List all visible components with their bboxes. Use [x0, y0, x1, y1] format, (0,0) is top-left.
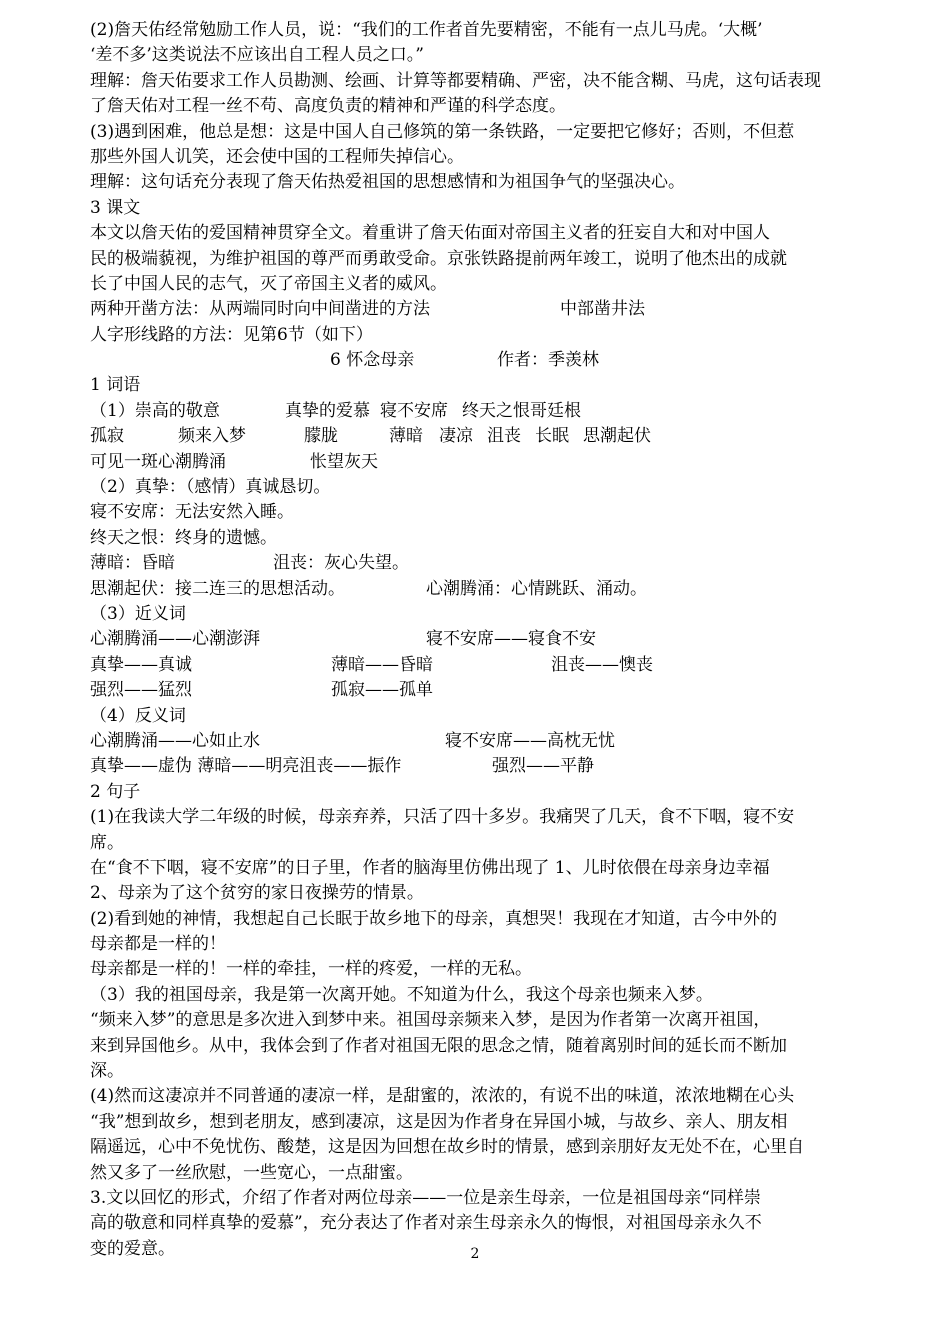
- definition: （2）真挚：（感情）真诚恳切。: [90, 477, 331, 498]
- text-line: 3.文以回忆的形式，介绍了作者对两位母亲——一位是亲生母亲，一位是祖国母亲“同样崇: [90, 1187, 761, 1208]
- word-row: 孤寂 频来入梦 朦胧 薄暗 凄凉 沮丧 长眠 思潮起伏: [90, 426, 651, 447]
- text-line: (4)然而这凄凉并不同普通的凄凉一样，是甜蜜的，浓浓的，有说不出的味道，浓浓地糊在心头: [90, 1086, 795, 1107]
- definition: 终天之恨：终身的遗憾。: [90, 527, 277, 548]
- definition-row: 薄暗：昏暗 沮丧：灰心失望。: [90, 553, 409, 574]
- lesson-name: 6 怀念母亲: [330, 350, 415, 371]
- synonym-row: 强烈——猛烈 孤寂——孤单: [90, 680, 433, 701]
- section-heading: 1 词语: [90, 375, 141, 396]
- section-heading: 3 课文: [90, 197, 141, 218]
- lesson-title: [90, 348, 870, 373]
- definition-row: 思潮起伏：接二连三的思想活动。 心潮腾涌：心情跳跃、涌动。: [90, 578, 647, 599]
- methods-right: 中部凿井法: [560, 299, 645, 320]
- text-line: 2、母亲为了这个贫穷的家日夜操劳的情景。: [90, 883, 424, 904]
- text-line: 了詹天佑对工程一丝不苟、高度负责的精神和严谨的科学态度。: [90, 96, 566, 117]
- document-body: [90, 18, 870, 1262]
- text-line: ‘差不多’这类说法不应该出自工程人员之口。”: [90, 45, 424, 66]
- text-line: (1)在我读大学二年级的时候，母亲弃养，只活了四十多岁。我痛哭了几天，食不下咽，寝不安: [90, 807, 795, 828]
- text-line: “我”想到故乡，想到老朋友，感到凄凉，这是因为作者身在异国小城，与故乡、亲人、朋友相: [90, 1111, 788, 1132]
- word-row: 可见一斑心潮腾涌 怅望灰天: [90, 451, 378, 472]
- text-line: 那些外国人讥笑，还会使中国的工程师失掉信心。: [90, 146, 464, 167]
- text-line: 长了中国人民的志气，灭了帝国主义者的威风。: [90, 273, 447, 294]
- synonym-row: 真挚——真诚 薄暗——昏暗 沮丧——懊丧: [90, 654, 653, 675]
- text-line: （3）我的祖国母亲，我是第一次离开她。不知道为什么，我这个母亲也频来入梦。: [90, 984, 713, 1005]
- text-line: 理解：詹天佑要求工作人员勘测、绘画、计算等都要精确、严密，决不能含糊、马虎，这句话表现: [90, 70, 821, 91]
- route-line: 人字形线路的方法：见第6节（如下）: [90, 324, 373, 345]
- text-line: 在“食不下咽，寝不安席”的日子里，作者的脑海里仿佛出现了 1、儿时依偎在母亲身边幸福: [90, 857, 770, 878]
- text-line: 本文以詹天佑的爱国精神贯穿全文。着重讲了詹天佑面对帝国主义者的狂妄自大和对中国人: [90, 223, 770, 244]
- text-line: 高的敬意和同样真挚的爱慕”，充分表达了作者对亲生母亲永久的悔恨，对祖国母亲永久不: [90, 1213, 762, 1234]
- text-line: 母亲都是一样的！: [90, 934, 226, 955]
- text-line: 席。: [90, 832, 124, 853]
- text-line: “频来入梦”的意思是多次进入到梦中来。祖国母亲频来入梦，是因为作者第一次离开祖国，: [90, 1010, 771, 1031]
- lesson-author: 作者：季羡林: [497, 350, 599, 371]
- antonym-row: 真挚——虚伪 薄暗——明亮沮丧——振作 强烈——平静: [90, 756, 594, 777]
- subsection-heading: （4）反义词: [90, 705, 186, 726]
- methods-left: 两种开凿方法：从两端同时向中间凿进的方法: [90, 299, 430, 320]
- definition: 寝不安席：无法安然入睡。: [90, 502, 294, 523]
- text-line: 理解：这句话充分表现了詹天佑热爱祖国的思想感情和为祖国争气的坚强决心。: [90, 172, 685, 193]
- subsection-heading: （3）近义词: [90, 603, 186, 624]
- text-line: 隔遥远，心中不免忧伤、酸楚，这是因为回想在故乡时的情景，感到亲朋好友无处不在，心里自: [90, 1137, 804, 1158]
- text-line: 民的极端藐视，为维护祖国的尊严而勇敢受命。京张铁路提前两年竣工，说明了他杰出的成就: [90, 248, 787, 269]
- antonym-row: 心潮腾涌——心如止水 寝不安席——高枕无忧: [90, 730, 615, 751]
- text-line: 母亲都是一样的！一样的牵挂，一样的疼爱，一样的无私。: [90, 959, 532, 980]
- text-line: 然又多了一丝欣慰，一些宽心，一点甜蜜。: [90, 1162, 413, 1183]
- page-number: 2: [470, 1246, 480, 1262]
- text-line: 变的爱意。: [90, 1238, 175, 1259]
- text-line: 来到异国他乡。从中，我体会到了作者对祖国无限的思念之情，随着离别时间的延长而不断加: [90, 1035, 787, 1056]
- methods-line: [90, 297, 870, 322]
- text-line: (2)詹天佑经常勉励工作人员，说：“我们的工作者首先要精密，不能有一点儿马虎。‘大概’: [90, 20, 763, 40]
- text-line: 深。: [90, 1061, 124, 1082]
- synonym-row: 心潮腾涌——心潮澎湃 寝不安席——寝食不安: [90, 629, 596, 650]
- text-line: (3)遇到困难，他总是想：这是中国人自己修筑的第一条铁路，一定要把它修好；否则，不但惹: [90, 121, 795, 142]
- word-row: （1）崇高的敬意 真挚的爱慕 寝不安席 终天之恨哥廷根: [90, 400, 581, 421]
- section-heading: 2 句子: [90, 781, 141, 802]
- text-line: (2)看到她的神情，我想起自己长眠于故乡地下的母亲，真想哭！我现在才知道，古今中外的: [90, 908, 778, 929]
